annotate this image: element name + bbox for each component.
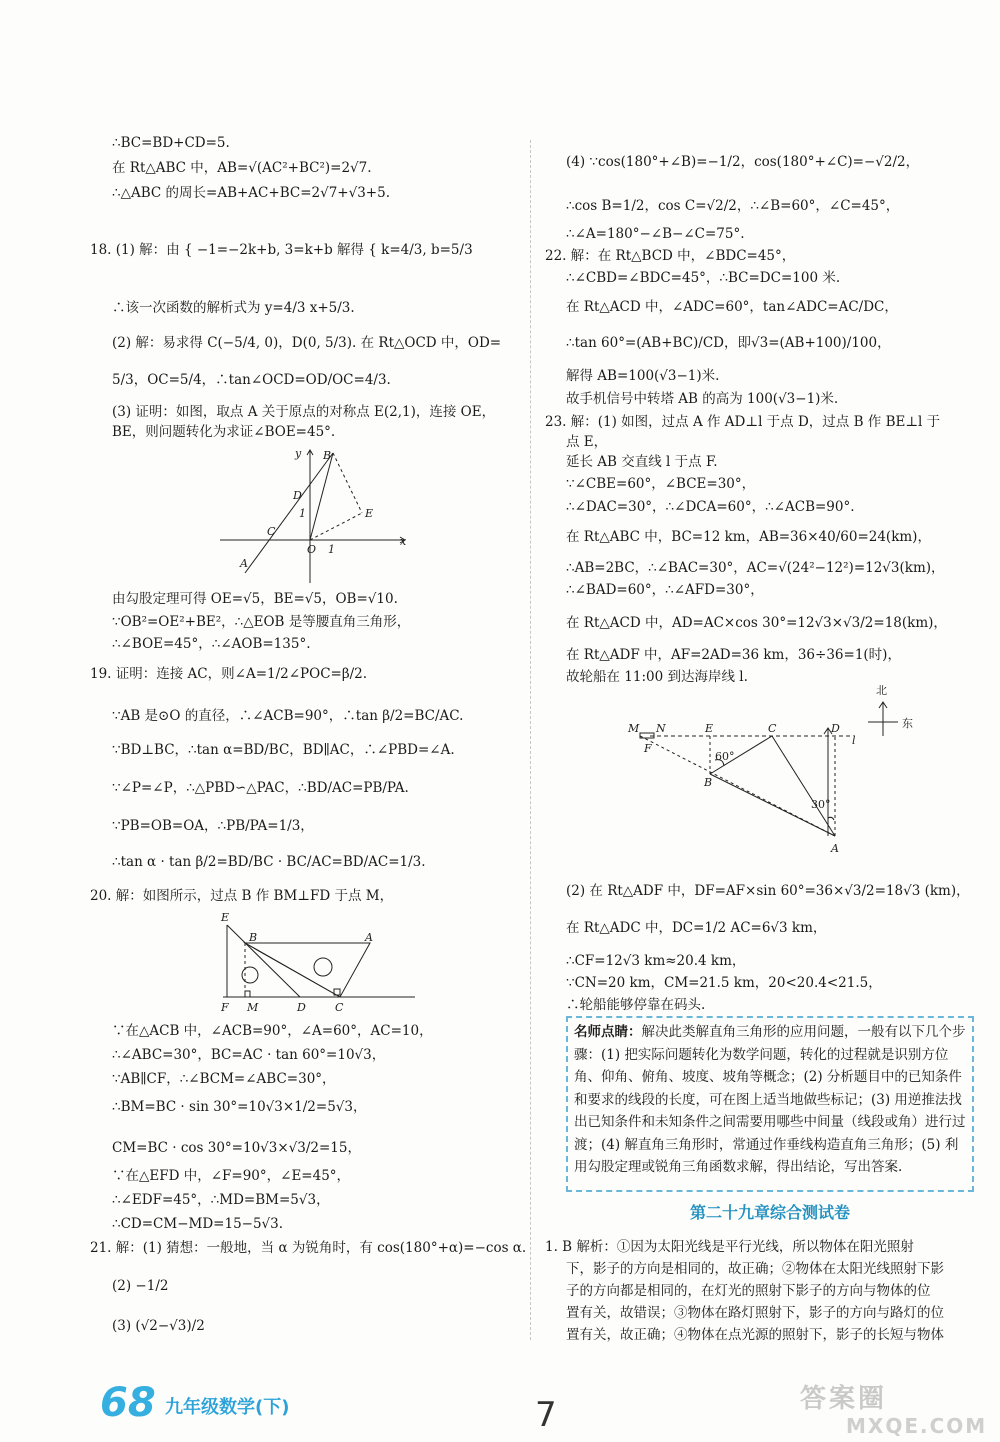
right-column-line: ∵CN=20 km，CM=21.5 km，20<20.4<21.5， [566,975,882,991]
right-column-line: ∴tan 60°=(AB+BC)/CD，即√3=(AB+100)/100， [566,335,891,351]
fig18-label-a: A [240,557,248,570]
right-column-line: ∴cos B=1/2，cos C=√2/2，∴∠B=60°，∠C=45°， [566,198,900,214]
right-column-line: 解得 AB=100(√3−1)米. [566,368,720,384]
handwritten-mark: 7 [535,1395,557,1435]
left-column-line: ∴∠EDF=45°，∴MD=BM=5√3， [112,1192,330,1208]
fig23-label-30: 30° [811,798,831,811]
fig18-label-d: D [293,489,302,502]
q1-line: 下，影子的方向是相同的，故正确；②物体在太阳光线照射下影 [566,1261,944,1277]
left-column-line: ∴BM=BC · sin 30°=10√3×1/2=5√3， [112,1099,367,1115]
left-column-line: CM=BC · cos 30°=10√3×√3/2=15， [112,1140,361,1156]
fig20-label-e: E [221,911,230,924]
left-column-line: ∵OB²=OE²+BE²，∴△EOB 是等腰直角三角形， [112,614,411,630]
fig18-label-c: C [267,525,276,538]
grade-label: 九年级数学(下) [165,1397,290,1418]
fig23-label-n: N [656,722,666,735]
left-column-line: 由勾股定理可得 OE=√5，BE=√5，OB=√10. [112,591,398,607]
q1-line: 置有关，故正确；④物体在点光源的照射下，影子的长短与物体 [566,1327,944,1343]
left-column-line: ∴∠BOE=45°，∴∠AOB=135°. [112,636,311,652]
left-column-line: (2) −1/2 [112,1278,169,1294]
chapter-title: 第二十九章综合测试卷 [689,1203,850,1222]
left-column-line: ∴该一次函数的解析式为 y=4/3 x+5/3. [112,300,355,316]
fig18-label-y: y [295,447,302,460]
left-column-line: ∵在△ACB 中，∠ACB=90°，∠A=60°，AC=10， [112,1023,433,1039]
right-column-line: 在 Rt△ADC 中，DC=1/2 AC=6√3 km， [566,920,827,936]
watermark-url: MXQE.COM [846,1414,988,1438]
fig23-label-60: 60° [715,750,735,763]
fig23-label-a: A [831,842,839,855]
fig23-label-l: l [852,734,856,747]
left-column-line: 20. 解：如图所示，过点 B 作 BM⊥FD 于点 M， [90,888,394,904]
left-column-line: 19. 证明：连接 AC，则∠A=1/2∠POC=β/2. [90,666,368,682]
left-column-line: ∵AB∥CF，∴∠BCM=∠ABC=30°， [112,1071,336,1087]
q1-line: 子的方向都是相同的，在灯光的照射下影子的方向与物体的位 [566,1283,931,1299]
left-column-line: 21. 解：(1) 猜想：一般地，当 α 为锐角时，有 cos(180°+α)=−cos α. [90,1240,527,1256]
fig18-label-1-y: 1 [299,507,306,520]
right-column-line: (2) 在 Rt△ADF 中，DF=AF×sin 60°=36×√3/2=18√3 (km)， [566,883,970,899]
fig23-label-east: 东 [902,717,913,730]
right-column-line: ∴CF=12√3 km≈20.4 km， [566,953,746,969]
right-column-line: ∴∠BAD=60°，∴∠AFD=30°， [566,582,764,598]
right-column-line: 在 Rt△ABC 中，BC=12 km，AB=36×40/60=24(km)， [566,529,931,545]
fig18-label-e: E [365,507,374,520]
fig23-label-f: F [644,742,652,755]
fig23-label-d: D [831,722,840,735]
right-column-line: 故轮船在 11:00 到达海岸线 l. [566,669,748,685]
left-column-line: ∴tan α · tan β/2=BD/BC · BC/AC=BD/AC=1/3. [112,854,426,870]
left-column-line: ∵PB=OB=OA，∴PB/PA=1/3， [112,818,314,834]
tip-text: 解决此类解直角三角形的应用问题，一般有以下几个步骤：(1) 把实际问题转化为数学问题，转化的过程就是识别方位角、仰角、俯角、坡度、坡角等概念；(2) 分析题目中的已知条件和要求的线段的长度，可在图上适当地做些标记；(3) 用逆推法找出已知条件和未知条件之间需要用哪些中间量（线段或角）进行过渡；(4) 解直角三角形时，常通过作垂线构造直角三角形；(5) 利用勾股定理或锐角三角函数求解，得出结论，写出答案. [574,1024,966,1175]
left-column-line: ∵AB 是⊙O 的直径，∴∠ACB=90°，∴tan β/2=BC/AC. [112,708,464,724]
watermark-logo: 答案圈 [800,1384,888,1414]
fig20-label-a: A [365,931,373,944]
right-column-line: (4) ∵cos(180°+∠B)=−1/2，cos(180°+∠C)=−√2/2， [566,154,920,170]
left-column-line: (3) (√2−√3)/2 [112,1318,205,1334]
page-number: 68 [100,1380,156,1426]
tip-label: 名师点睛： [574,1024,642,1040]
figure-q20-triangles [215,905,425,1015]
fig18-label-1-x: 1 [328,543,335,556]
fig23-label-e: E [705,722,714,735]
right-column-line: ∴∠A=180°−∠B−∠C=75°. [566,226,745,242]
right-column-line: 在 Rt△ACD 中，AD=AC×cos 30°=12√3×√3/2=18(km)， [566,615,947,631]
left-column-line: BE，则问题转化为求证∠BOE=45°. [112,424,336,440]
left-column-line: ∴△ABC 的周长=AB+AC+BC=2√7+√3+5. [112,185,390,201]
fig18-label-o: O [307,543,317,556]
fig23-label-north: 北 [876,684,887,697]
teacher-tip-box [566,1016,974,1192]
left-column-line: ∴∠ABC=30°，BC=AC · tan 60°=10√3， [112,1047,386,1063]
left-column-line: ∴CD=CM−MD=15−5√3. [112,1216,284,1232]
right-column-line: ∴轮船能够停靠在码头. [566,997,706,1013]
column-divider [530,140,532,1340]
fig23-label-m: M [628,722,640,735]
right-column-line: 在 Rt△ACD 中，∠ADC=60°，tan∠ADC=AC/DC， [566,299,898,315]
right-column-line: ∴AB=2BC，∴∠BAC=30°，AC=√(24²−12²)=12√3(km)， [566,560,945,576]
figure-q18-coordinate-graph [215,445,415,585]
left-column-line: (2) 解：易求得 C(−5/4, 0)，D(0, 5/3). 在 Rt△OCD 中，OD= [112,335,502,351]
right-column-line: ∴∠DAC=30°，∴∠DCA=60°，∴∠ACB=90°. [566,499,855,515]
left-column-line: (3) 证明：如图，取点 A 关于原点的对称点 E(2,1)，连接 OE， [112,404,496,420]
fig18-label-x: x [400,535,407,548]
left-column-line: ∵BD⊥BC，∴tan α=BD/BC，BD∥AC，∴∠PBD=∠A. [112,742,455,758]
left-column-line: 18. (1) 解：由 { −1=−2k+b, 3=k+b 解得 { k=4/3, b=5/3 [90,242,473,258]
right-column-line: 在 Rt△ADF 中，AF=2AD=36 km，36÷36=1(时)， [566,647,901,663]
right-column-line: 22. 解：在 Rt△BCD 中，∠BDC=45°， [545,248,796,264]
left-column-line: 在 Rt△ABC 中，AB=√(AC²+BC²)=2√7. [112,160,372,176]
left-column-line: ∵在△EFD 中，∠F=90°，∠E=45°， [112,1168,351,1184]
right-column-line: 故手机信号中转塔 AB 的高为 100(√3−1)米. [566,391,839,407]
left-column-line: ∵∠P=∠P，∴△PBD∽△PAC，∴BD/AC=PB/PA. [112,780,409,796]
fig20-label-f: F [221,1001,229,1014]
left-column-line: ∴BC=BD+CD=5. [112,135,230,151]
fig18-label-b: B [323,449,332,462]
right-column-line: 23. 解：(1) 如图，过点 A 作 AD⊥l 于点 D，过点 B 作 BE⊥l 于 [545,414,941,430]
right-column-line: ∴∠CBD=∠BDC=45°，∴BC=DC=100 米. [566,270,841,286]
left-column-line: 5/3，OC=5/4，∴tan∠OCD=OD/OC=4/3. [112,372,391,388]
fig23-label-b: B [704,776,713,789]
q1-line: 1. B 解析：①因为太阳光线是平行光线，所以物体在阳光照射 [545,1239,914,1255]
fig23-label-c: C [768,722,777,735]
right-column-line: 延长 AB 交直线 l 于点 F. [566,454,718,470]
fig20-label-c: C [335,1001,344,1014]
right-column-line: 点 E， [566,434,608,450]
fig20-label-m: M [247,1001,259,1014]
q1-line: 置有关，故错误；③物体在路灯照射下，影子的方向与路灯的位 [566,1305,944,1321]
right-column-line: ∵∠CBE=60°，∠BCE=30°， [566,476,756,492]
fig20-label-d: D [297,1001,306,1014]
figure-q23-navigation [620,680,930,870]
fig20-label-b: B [249,931,258,944]
